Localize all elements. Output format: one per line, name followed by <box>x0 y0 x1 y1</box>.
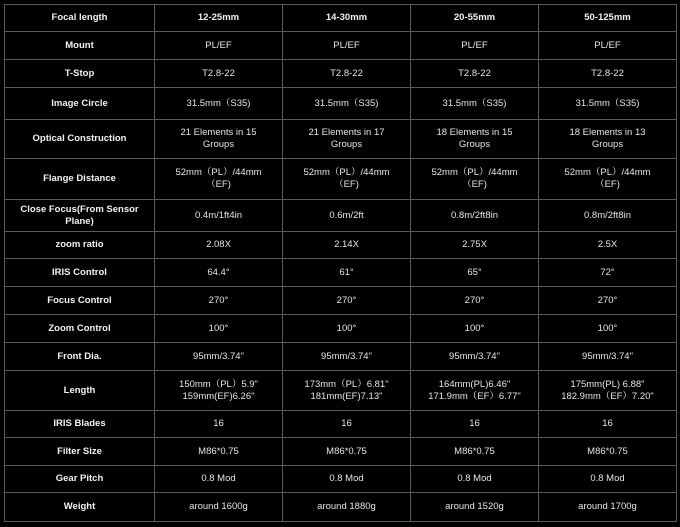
value-cell: M86*0.75 <box>411 438 539 466</box>
value-cell: 31.5mm（S35) <box>283 88 411 120</box>
header-label-cell: Focal length <box>5 5 155 32</box>
row-label-cell: Filter Size <box>5 438 155 466</box>
value-cell: 0.6m/2ft <box>283 200 411 232</box>
value-cell: 164mm(PL)6.46" 171.9mm（EF）6.77" <box>411 371 539 411</box>
value-cell: 31.5mm（S35) <box>411 88 539 120</box>
value-cell: PL/EF <box>155 32 283 60</box>
value-cell: 16 <box>155 411 283 438</box>
value-cell: 52mm（PL）/44mm （EF) <box>411 159 539 200</box>
value-cell: around 1600g <box>155 493 283 522</box>
table-row <box>5 232 677 259</box>
row-label-cell: Close Focus(From Sensor Plane) <box>5 200 155 232</box>
table-row <box>5 32 677 60</box>
value-cell: 52mm（PL）/44mm （EF) <box>283 159 411 200</box>
row-label-cell: IRIS Control <box>5 259 155 287</box>
table-row <box>5 88 677 120</box>
table-row <box>5 200 677 232</box>
value-cell: T2.8-22 <box>283 60 411 88</box>
value-cell: PL/EF <box>539 32 677 60</box>
value-cell: 95mm/3.74" <box>539 343 677 371</box>
value-cell: 72° <box>539 259 677 287</box>
value-cell: 100° <box>283 315 411 343</box>
table-row <box>5 287 677 315</box>
value-cell: T2.8-22 <box>411 60 539 88</box>
value-cell: 16 <box>283 411 411 438</box>
value-cell: 100° <box>539 315 677 343</box>
row-label-cell: T-Stop <box>5 60 155 88</box>
value-cell: 2.75X <box>411 232 539 259</box>
value-cell: 0.8 Mod <box>155 466 283 493</box>
value-cell: 270° <box>283 287 411 315</box>
value-cell: 175mm(PL) 6.88" 182.9mm（EF）7.20" <box>539 371 677 411</box>
row-label-cell: Optical Construction <box>5 120 155 159</box>
value-cell: PL/EF <box>283 32 411 60</box>
row-label-cell: Length <box>5 371 155 411</box>
value-cell: T2.8-22 <box>155 60 283 88</box>
value-cell: 100° <box>411 315 539 343</box>
value-cell: M86*0.75 <box>155 438 283 466</box>
value-cell: M86*0.75 <box>283 438 411 466</box>
value-cell: 16 <box>539 411 677 438</box>
row-label-cell: Image Circle <box>5 88 155 120</box>
value-cell: 270° <box>539 287 677 315</box>
table-row <box>5 438 677 466</box>
row-label-cell: Zoom Control <box>5 315 155 343</box>
value-cell: 0.8m/2ft8in <box>411 200 539 232</box>
value-cell: 270° <box>155 287 283 315</box>
value-cell: 0.8 Mod <box>283 466 411 493</box>
value-cell: 21 Elements in 17 Groups <box>283 120 411 159</box>
value-cell: 173mm（PL）6.81" 181mm(EF)7.13" <box>283 371 411 411</box>
header-cell: 12-25mm <box>155 5 283 32</box>
table-row <box>5 343 677 371</box>
row-label-cell: zoom ratio <box>5 232 155 259</box>
table-row <box>5 411 677 438</box>
header-cell: 14-30mm <box>283 5 411 32</box>
header-row <box>5 5 677 32</box>
value-cell: 2.14X <box>283 232 411 259</box>
value-cell: 0.8 Mod <box>411 466 539 493</box>
value-cell: 31.5mm（S35) <box>155 88 283 120</box>
value-cell: PL/EF <box>411 32 539 60</box>
table-row <box>5 371 677 411</box>
value-cell: around 1700g <box>539 493 677 522</box>
value-cell: 270° <box>411 287 539 315</box>
value-cell: 95mm/3.74" <box>411 343 539 371</box>
table-row <box>5 259 677 287</box>
value-cell: 0.8m/2ft8in <box>539 200 677 232</box>
value-cell: 0.4m/1ft4in <box>155 200 283 232</box>
row-label-cell: Front Dia. <box>5 343 155 371</box>
value-cell: 150mm（PL）5.9" 159mm(EF)6.26" <box>155 371 283 411</box>
value-cell: 95mm/3.74" <box>283 343 411 371</box>
value-cell: 31.5mm（S35) <box>539 88 677 120</box>
value-cell: 100° <box>155 315 283 343</box>
value-cell: around 1880g <box>283 493 411 522</box>
value-cell: T2.8-22 <box>539 60 677 88</box>
value-cell: 0.8 Mod <box>539 466 677 493</box>
value-cell: 21 Elements in 15 Groups <box>155 120 283 159</box>
row-label-cell: Focus Control <box>5 287 155 315</box>
value-cell: 95mm/3.74" <box>155 343 283 371</box>
value-cell: 18 Elements in 13 Groups <box>539 120 677 159</box>
value-cell: 16 <box>411 411 539 438</box>
value-cell: around 1520g <box>411 493 539 522</box>
table-row <box>5 159 677 200</box>
value-cell: 52mm（PL）/44mm （EF) <box>155 159 283 200</box>
value-cell: 65° <box>411 259 539 287</box>
value-cell: 2.5X <box>539 232 677 259</box>
row-label-cell: Gear Pitch <box>5 466 155 493</box>
header-cell: 50-125mm <box>539 5 677 32</box>
value-cell: 61° <box>283 259 411 287</box>
lens-spec-table <box>4 4 677 522</box>
row-label-cell: IRIS Blades <box>5 411 155 438</box>
value-cell: M86*0.75 <box>539 438 677 466</box>
value-cell: 18 Elements in 15 Groups <box>411 120 539 159</box>
table-row <box>5 466 677 493</box>
table-row <box>5 120 677 159</box>
table-row <box>5 493 677 522</box>
value-cell: 52mm（PL）/44mm （EF) <box>539 159 677 200</box>
row-label-cell: Mount <box>5 32 155 60</box>
value-cell: 2.08X <box>155 232 283 259</box>
table-row <box>5 60 677 88</box>
spec-table-body <box>5 5 677 522</box>
table-row <box>5 315 677 343</box>
value-cell: 64.4° <box>155 259 283 287</box>
header-cell: 20-55mm <box>411 5 539 32</box>
row-label-cell: Weight <box>5 493 155 522</box>
row-label-cell: Flange Distance <box>5 159 155 200</box>
